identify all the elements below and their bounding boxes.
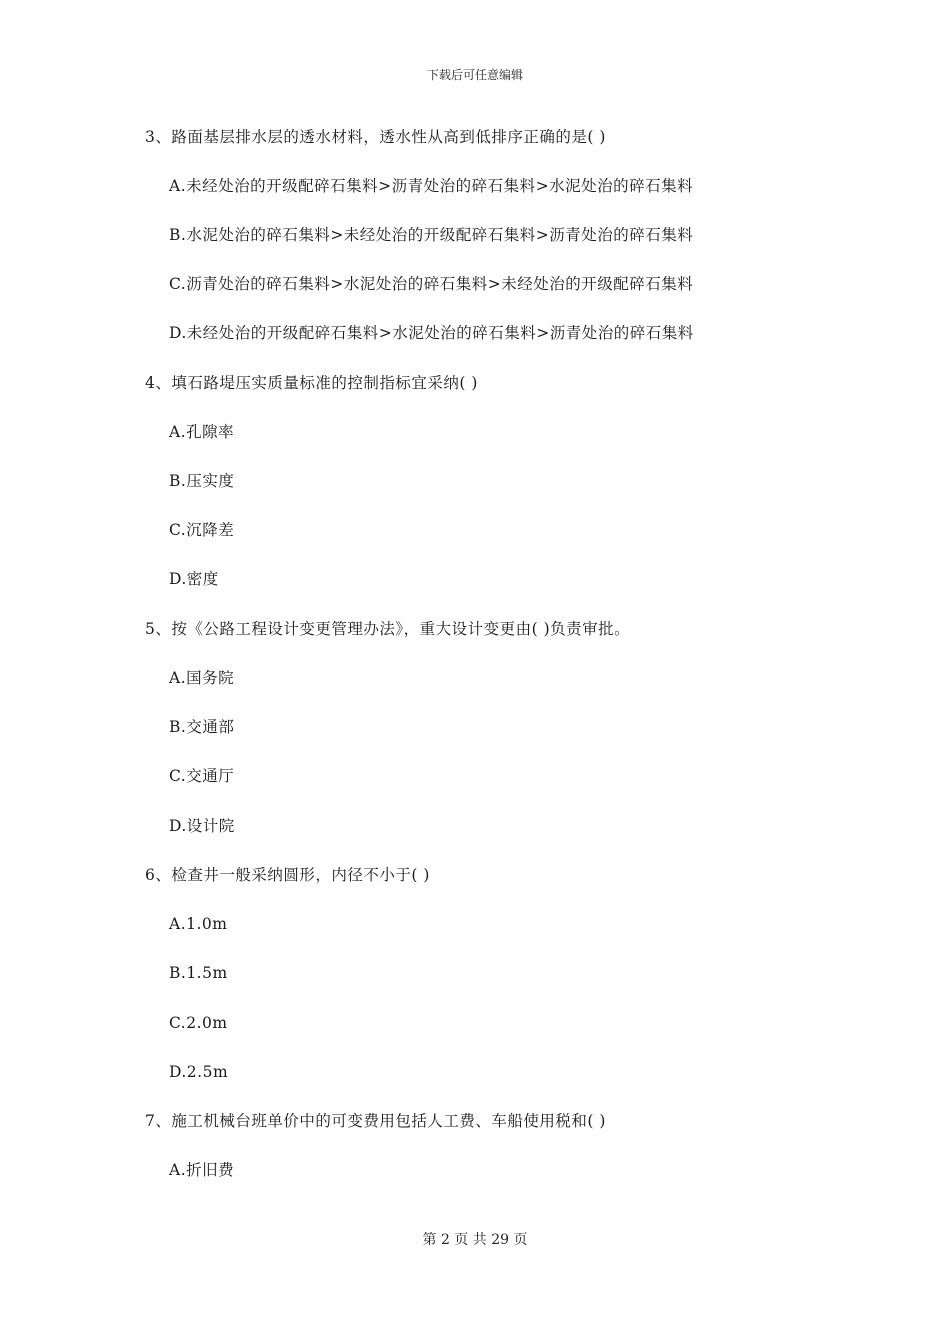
question-6-option-d: D.2.5m (169, 1063, 229, 1081)
question-5-option-a: A.国务院 (169, 669, 235, 687)
question-6-option-a: A.1.0m (169, 915, 228, 933)
question-3-option-c: C.沥青处治的碎石集料>水泥处治的碎石集料>未经处治的开级配碎石集料 (169, 275, 694, 293)
question-6-option-b: B.1.5m (169, 964, 228, 982)
question-7-option-a: A.折旧费 (169, 1161, 235, 1179)
question-5-option-b: B.交通部 (169, 718, 235, 736)
question-3-option-a: A.未经处治的开级配碎石集料>沥青处治的碎石集料>水泥处治的碎石集料 (169, 177, 694, 195)
page-footer: 第 2 页 共 29 页 (422, 1232, 528, 1248)
question-4-option-c: C.沉降差 (169, 521, 235, 539)
page-header: 下载后可任意编辑 (426, 68, 523, 82)
question-4-option-b: B.压实度 (169, 472, 235, 490)
question-4-stem: 4、填石路堤压实质量标准的控制指标宜采纳( ) (145, 374, 478, 392)
question-3-stem: 3、路面基层排水层的透水材料，透水性从高到低排序正确的是( ) (145, 128, 606, 146)
question-5-option-c: C.交通厅 (169, 767, 235, 785)
question-4-option-d: D.密度 (169, 570, 219, 588)
question-5-option-d: D.设计院 (169, 817, 235, 835)
question-6-option-c: C.2.0m (169, 1014, 228, 1032)
question-3-option-d: D.未经处治的开级配碎石集料>水泥处治的碎石集料>沥青处治的碎石集料 (169, 324, 694, 342)
question-6-stem: 6、检查井一般采纳圆形，内径不小于( ) (145, 866, 430, 884)
question-7-stem: 7、施工机械台班单价中的可变费用包括人工费、车船使用税和( ) (145, 1112, 606, 1130)
question-3-option-b: B.水泥处治的碎石集料>未经处治的开级配碎石集料>沥青处治的碎石集料 (169, 226, 694, 244)
question-5-stem: 5、按《公路工程设计变更管理办法》，重大设计变更由( )负责审批。 (145, 620, 631, 638)
question-4-option-a: A.孔隙率 (169, 423, 235, 441)
